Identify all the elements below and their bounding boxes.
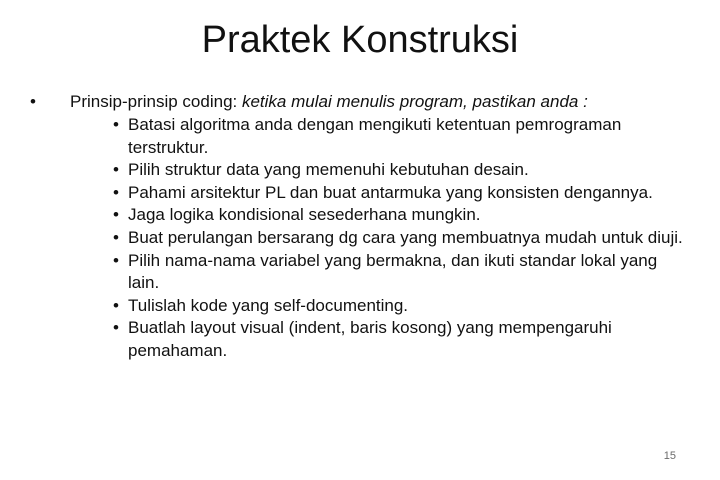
list-item: [113, 295, 693, 318]
list-item-text: Jaga logika kondisional sesederhana mungkin.: [128, 205, 481, 225]
list-item: [113, 182, 693, 205]
bullet-marker: •: [113, 182, 119, 202]
list-item-text: Pilih nama-nama variabel yang bermakna, dan ikuti standar lokal yang lain.: [128, 250, 658, 293]
list-item: [113, 114, 693, 159]
bullet-marker: •: [113, 205, 119, 225]
slide-title: Praktek Konstruksi: [201, 19, 519, 61]
main-bullet-emphasis: ketika mulai menulis program, pastikan anda :: [241, 92, 588, 111]
list-item: [113, 317, 693, 362]
list-item-text: Pahami arsitektur PL dan buat antarmuka yang konsisten dengannya.: [128, 182, 653, 202]
list-item-text: Tulislah kode yang self-documenting.: [128, 295, 409, 315]
main-bullet-lead: Prinsip-prinsip coding:: [70, 92, 242, 111]
bullet-marker: •: [113, 250, 119, 270]
main-bullet-text: [70, 90, 710, 114]
list-item: [113, 204, 693, 227]
page-number: 15: [663, 450, 676, 462]
list-item-text: Pilih struktur data yang memenuhi kebutuhan desain.: [128, 160, 529, 180]
list-item-text: Batasi algoritma anda dengan mengikuti ketentuan pemrograman terstruktur.: [128, 115, 622, 157]
list-item-text: Buat perulangan bersarang dg cara yang membuatnya mudah untuk diuji.: [128, 227, 683, 247]
list-item: [113, 250, 693, 295]
sub-bullet-list: [113, 114, 693, 363]
bullet-marker: •: [113, 295, 119, 315]
bullet-marker: •: [113, 227, 119, 247]
list-item: [113, 159, 693, 182]
bullet-marker: •: [113, 318, 119, 338]
bullet-marker: •: [113, 115, 119, 134]
main-bullet-marker: •: [30, 92, 36, 111]
bullet-marker: •: [113, 160, 119, 180]
list-item-text: Buatlah layout visual (indent, baris kosong) yang mempengaruhi pemahaman.: [128, 318, 612, 360]
list-item: [113, 227, 693, 250]
